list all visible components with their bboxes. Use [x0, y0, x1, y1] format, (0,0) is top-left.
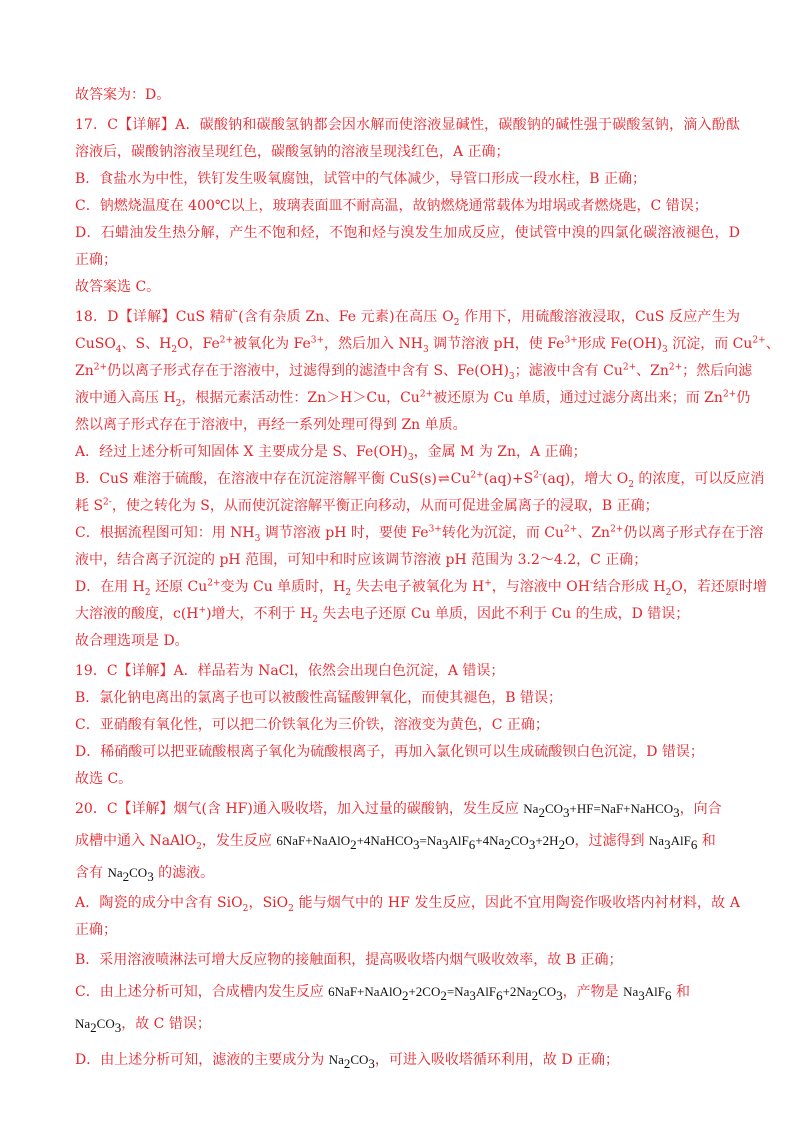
subscript: 2 [175, 398, 182, 409]
text-line [75, 85, 740, 105]
text-run: ，产物是 [562, 984, 624, 1000]
formula-text: Na [623, 984, 639, 999]
text-run: B．采用溶液喷淋法可增大反应物的接触面积，提高吸收塔内烟气吸收效率，故 B 正确； [75, 952, 623, 968]
subscript: 6 [496, 987, 503, 1003]
text-run: 正确； [75, 252, 117, 268]
subscript: 3 [442, 836, 449, 852]
text-run: 正确； [75, 922, 117, 938]
text-run: 大溶液的酸度，c(H [75, 606, 199, 622]
superscript: 2+ [564, 524, 578, 535]
text-run: 和 [697, 833, 716, 849]
text-line [75, 893, 740, 913]
text-run: 故答案选 C。 [75, 279, 161, 295]
text-run: 沉淀，而 Cu [667, 336, 753, 352]
text-run: ，过滤得到 [574, 833, 649, 849]
text-run: 失去电子被氧化为 H [351, 579, 485, 595]
formula-text: +2CO [408, 984, 441, 999]
text-run: 、 [765, 336, 780, 352]
text-line [75, 863, 740, 883]
formula-text: =Na [419, 833, 443, 848]
text-run: ；滤液中含有 Cu [514, 363, 623, 379]
text-run: 耗 S [75, 498, 104, 514]
subscript: 2 [171, 344, 178, 355]
formula-text: CO [538, 984, 557, 999]
subscript: 3 [664, 836, 671, 852]
subscript: 3 [147, 868, 154, 884]
text-run: 液中通入高压 H [75, 390, 176, 406]
text-run: A．陶瓷的成分中含有 SiO [75, 895, 243, 911]
text-run: 、Zn [577, 525, 611, 541]
text-run: A．经过上述分析可知固体 X 主要成分是 S、Fe(OH) [75, 444, 408, 460]
subscript: 2 [504, 836, 511, 852]
text-line [75, 799, 740, 819]
formula-text: AlF [475, 984, 497, 999]
subscript: 6 [468, 836, 476, 852]
subscript: 2 [538, 804, 545, 820]
text-line [75, 1014, 740, 1034]
superscript: 2+ [419, 389, 434, 400]
text-line [75, 1050, 740, 1070]
text-run: Zn [75, 363, 94, 379]
text-run: ，SiO [248, 895, 289, 911]
text-run: ，根据元素活动性：Zn＞H＞Cu，Cu [181, 390, 420, 406]
text-line [75, 223, 740, 243]
superscript: + [198, 605, 207, 616]
text-run: O，若还原时增 [671, 579, 767, 595]
text-run: 结合形成 H [592, 579, 666, 595]
subscript: 2 [350, 836, 357, 852]
subscript: 2 [628, 479, 634, 490]
text-line [75, 604, 740, 624]
text-line [75, 688, 740, 708]
text-run: 成槽中通入 NaAlO [75, 833, 197, 849]
formula-text: 6NaF+NaAlO [276, 833, 351, 848]
text-run: 仍以离子形式存在于溶 [623, 525, 764, 541]
text-run: 调节溶液 pH 时，要使 Fe [260, 525, 429, 541]
text-run: 液中，结合离子沉淀的 pH 范围，可知中和时应该调节溶液 pH 范围为 3.2～4.2，C 正确； [75, 552, 648, 568]
text-run: 溶液后，碳酸钠溶液呈现红色，碳酸氢钠的溶液呈现浅红色，A 正确； [75, 144, 510, 160]
text-run: 的浓度，可以反应消 [633, 471, 765, 487]
text-line [75, 550, 740, 570]
formula-text: CO [544, 801, 564, 816]
text-run: B．食盐水为中性，铁钉发生吸氧腐蚀，试管中的气体减少，导管口形成一段水柱，B 正确； [75, 171, 647, 187]
text-line [75, 307, 740, 327]
text-run: CuSO [75, 336, 116, 352]
subscript: 2 [440, 987, 447, 1003]
text-run: ，发生反应 [201, 833, 277, 849]
subscript: 3 [114, 1019, 122, 1035]
text-line [75, 277, 740, 297]
text-run: 含有 [75, 865, 108, 881]
text-run: (aq)，增大 O [542, 471, 629, 487]
subscript: 2 [242, 903, 249, 914]
text-line [75, 831, 740, 851]
subscript: 3 [662, 344, 668, 355]
formula-text: +2H [535, 833, 559, 848]
subscript: 3 [368, 1055, 375, 1071]
formula-text: +4Na [475, 833, 505, 848]
text-run: 20．C【详解】烟气(含 HF)通入吸收塔，加入过量的碳酸钠，发生反应 [75, 801, 524, 817]
text-run: D．在用 H [75, 579, 145, 595]
text-run: 能与烟气中的 HF 发生反应，因此不宜用陶瓷作吸收塔内衬材料，故 A [293, 895, 741, 911]
text-run: C．由上述分析可知，合成槽内发生反应 [75, 984, 329, 1000]
superscript: + [484, 578, 492, 589]
superscript: 2+ [219, 335, 234, 346]
text-run: 故选 C。 [75, 771, 133, 787]
subscript: 3 [508, 371, 515, 382]
subscript: 6 [665, 987, 672, 1003]
subscript: 2 [196, 841, 202, 852]
text-run: 和 [671, 984, 690, 1000]
subscript: 2 [288, 903, 294, 914]
text-run: C．钠燃烧温度在 400℃以上，玻璃表面皿不耐高温，故钠燃烧通常载体为坩埚或者燃烧匙，C 错误； [75, 198, 708, 214]
text-run: C．根据流程图可知：用 NH [75, 525, 255, 541]
subscript: 3 [413, 836, 420, 852]
formula-text: =Na [446, 984, 470, 999]
subscript: 4 [115, 344, 122, 355]
text-line [75, 769, 740, 789]
text-run: B．氯化钠电离出的氯离子也可以被酸性高锰酸钾氧化，而使其褪色，B 错误； [75, 690, 563, 706]
subscript: 2 [558, 836, 566, 852]
text-line [75, 250, 740, 270]
superscript: 2+ [93, 362, 108, 373]
text-run: 、S、H [121, 336, 172, 352]
formula-text: +2Na [502, 984, 532, 999]
subscript: 2 [312, 614, 318, 625]
subscript: 3 [254, 533, 261, 544]
text-run: 变为 Cu 单质时，H [220, 579, 346, 595]
text-run: ，金属 M 为 Zn，A 正确； [413, 444, 587, 460]
superscript: 2+ [752, 335, 766, 346]
text-run: D．由上述分析可知，滤液的主要成分为 [75, 1052, 329, 1068]
text-run: 的滤液。 [153, 865, 215, 881]
text-run: ，向合 [679, 801, 722, 817]
formula-text: Na [328, 1052, 344, 1067]
subscript: 2 [122, 868, 130, 884]
text-run: 故答案为：D。 [75, 87, 171, 103]
formula-text: Na [648, 833, 665, 848]
formula-text: Na [523, 801, 539, 816]
text-run: ，然后加入 NH [324, 336, 423, 352]
text-run: 仍 [736, 390, 751, 406]
superscript: 2+ [622, 362, 637, 373]
text-run: (aq)+S [483, 471, 534, 487]
text-run: 然以离子形式存在于溶液中，再经一系列处理可得到 Zn 单质。 [75, 417, 467, 433]
formula-text: AlF [644, 984, 665, 999]
text-line [75, 661, 740, 681]
subscript: 2 [144, 587, 151, 598]
text-line [75, 469, 765, 490]
subscript: 6 [690, 836, 698, 852]
text-line [75, 442, 740, 462]
text-run: Cu [450, 471, 471, 487]
text-run: D．石蜡油发生热分解，产生不饱和烃，不饱和烃与溴发生加成反应，使试管中溴的四氯化碳溶液褪色，D [75, 225, 740, 241]
text-run: ；然后向滤 [682, 363, 753, 379]
text-run: D．稀硝酸可以把亚硫酸根离子氧化为硫酸根离子，再加入氯化钡可以生成硫酸钡白色沉淀，D 错误； [75, 744, 704, 760]
superscript: 2+ [668, 362, 683, 373]
formula-text: +HF=NaF+NaHCO [569, 801, 674, 816]
text-run: 被氧化为 Fe [233, 336, 311, 352]
text-line [75, 334, 780, 355]
text-run: 形成 Fe(OH) [577, 336, 663, 352]
text-run: ，可进入吸收塔循环利用，故 D 正确； [374, 1052, 620, 1068]
superscript: 2- [103, 497, 112, 508]
text-line [75, 388, 751, 409]
formula-text: AlF [670, 833, 691, 848]
formula-text: Na [75, 1016, 91, 1031]
subscript: 2 [401, 987, 409, 1003]
superscript: 2+ [470, 470, 484, 481]
text-line [75, 142, 740, 162]
text-line [75, 196, 740, 216]
subscript: 2 [665, 587, 672, 598]
formula-text: CO [96, 1016, 115, 1031]
text-line [75, 115, 740, 135]
text-line [75, 715, 740, 735]
text-run: O，Fe [177, 336, 220, 352]
superscript: 3+ [310, 335, 325, 346]
text-line [75, 523, 764, 544]
subscript: 2 [90, 1019, 97, 1035]
superscript: - [589, 578, 593, 589]
formula-text: CO [129, 865, 148, 880]
text-line [75, 920, 740, 940]
subscript: 3 [407, 452, 414, 463]
superscript: 2+ [207, 578, 221, 589]
text-run: 被还原为 Cu 单质，通过过滤分离出来；而 Zn [433, 390, 723, 406]
subscript: 3 [638, 987, 645, 1003]
text-line [75, 950, 740, 970]
text-line [75, 982, 740, 1002]
subscript: 3 [469, 987, 476, 1003]
subscript: 2 [453, 317, 460, 328]
superscript: 2- [533, 470, 543, 481]
text-run: C．亚硝酸有氧化性，可以把二价铁氧化为三价铁，溶液变为黄色，C 正确； [75, 717, 549, 733]
text-run: 故合理选项是 D。 [75, 633, 189, 649]
text-run: B．CuS 难溶于硫酸，在溶液中存在沉淀溶解平衡 CuS(s) [75, 471, 437, 487]
text-run: 18．D【详解】CuS 精矿(含有杂质 Zn、Fe 元素)在高压 O [75, 309, 454, 325]
text-run: ⇌ [437, 471, 450, 487]
text-line [75, 496, 740, 516]
text-run: 17．C【详解】A．碳酸钠和碳酸氢钠都会因水解而使溶液显碱性，碳酸钠的碱性强于碳酸氢钠，滴入酚酞 [75, 117, 740, 133]
text-line [75, 742, 740, 762]
subscript: 3 [556, 987, 563, 1003]
text-run: 仍以离子形式存在于溶液中，过滤得到的滤渣中含有 S、Fe(OH) [107, 363, 509, 379]
text-run: 、Zn [636, 363, 669, 379]
superscript: 2+ [722, 389, 737, 400]
text-run: 转化为沉淀，而 Cu [441, 525, 565, 541]
subscript: 2 [343, 1055, 351, 1071]
text-run: 调节溶液 pH，使 Fe [428, 336, 565, 352]
text-line [75, 631, 740, 651]
subscript: 3 [422, 344, 429, 355]
formula-text: CO [350, 1052, 369, 1067]
text-line [75, 577, 767, 598]
formula-text: O [565, 833, 575, 848]
subscript: 2 [345, 587, 352, 598]
subscript: 3 [528, 836, 536, 852]
text-run: ，故 C 错误； [121, 1016, 211, 1032]
text-run: ，与溶液中 OH [491, 579, 590, 595]
superscript: 3+ [564, 335, 578, 346]
formula-text: Na [107, 865, 123, 880]
text-run: ，使之转化为 S，从而使沉淀溶解平衡正向移动，从而可促进金属离子的浸取，B 正确； [111, 498, 659, 514]
text-run: )增大，不利于 H [206, 606, 313, 622]
superscript: 3+ [428, 524, 442, 535]
text-line [75, 361, 753, 382]
subscript: 3 [673, 804, 680, 820]
text-run: 还原 Cu [150, 579, 208, 595]
text-run: 失去电子还原 Cu 单质，因此不利于 Cu 的生成，D 错误； [317, 606, 690, 622]
subscript: 2 [531, 987, 539, 1003]
text-line [75, 169, 740, 189]
formula-text: +4NaHCO [356, 833, 414, 848]
subscript: 3 [563, 804, 570, 820]
formula-text: AlF [448, 833, 469, 848]
formula-text: 6NaF+NaAlO [328, 984, 402, 999]
formula-text: CO [510, 833, 529, 848]
text-run: 作用下，用硫酸溶液浸取，CuS 反应产生为 [459, 309, 740, 325]
text-run: 19．C【详解】A．样品若为 NaCl，依然会出现白色沉淀，A 错误； [75, 663, 505, 679]
text-line [75, 415, 740, 435]
superscript: 2+ [610, 524, 624, 535]
